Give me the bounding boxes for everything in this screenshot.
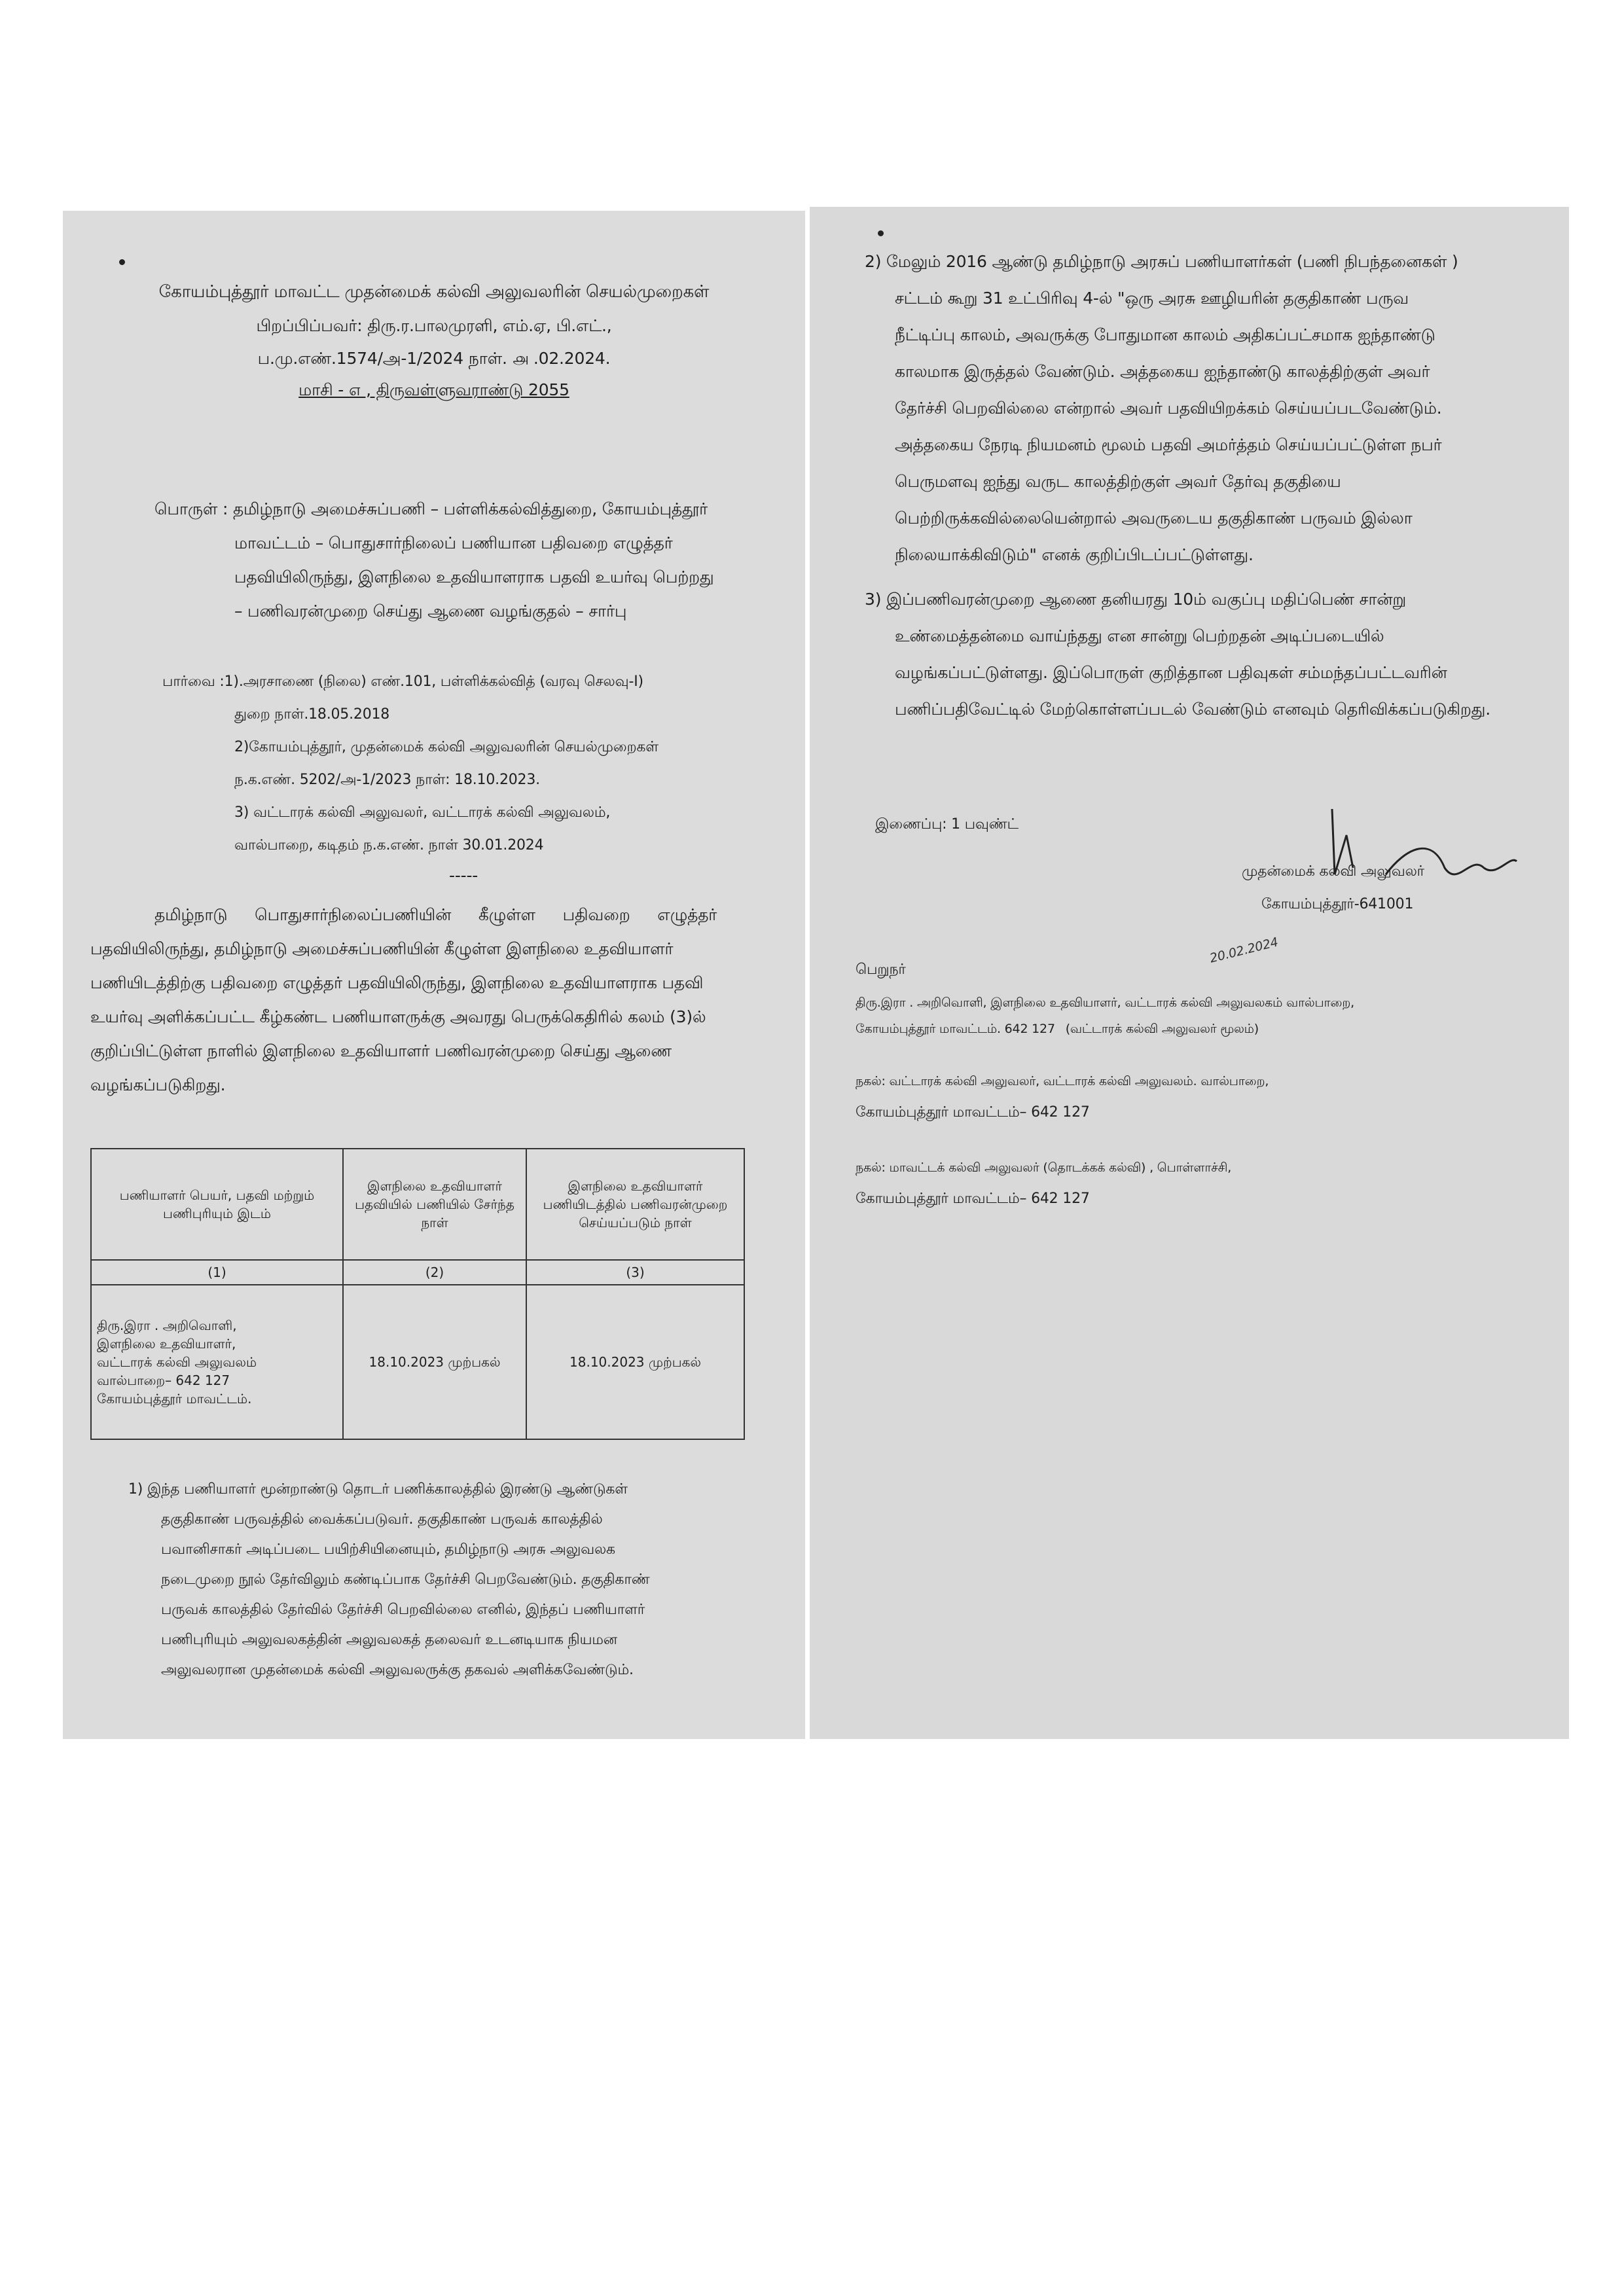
regularization-date-cell: 18.10.2023 முற்பகல் [526, 1285, 744, 1439]
recipient-via: (வட்டாரக் கல்வி அலுவலர் மூலம்) [1065, 1022, 1259, 1036]
condition-line: 3) இப்பணிவரன்முறை ஆணை தனியரது 10ம் வகுப்பு மதிப்பெண் சான்று [865, 590, 1407, 609]
signatory-title: முதன்மைக் கல்வி அலுவலர் [1242, 863, 1424, 880]
body-line: பணியிடத்திற்கு பதிவறை எழுத்தர் பதவியிலிருந்து, இளநிலை உதவியாளராக பதவி [90, 973, 704, 992]
condition-line: பருவக் காலத்தில் தேர்வில் தேர்ச்சி பெறவில்லை எனில், இந்தப் பணியாளர் [161, 1602, 645, 1618]
table-header: இளநிலை உதவியாளர் பணியிடத்தில் பணிவரன்முறை செய்யப்படும் நாள் [526, 1149, 744, 1260]
column-number: (2) [343, 1260, 526, 1285]
reference-line: பார்வை :1).அரசாணை (நிலை) எண்.101, பள்ளிக்கல்வித் (வரவு செலவு-I) [162, 673, 643, 690]
tamil-date: மாசி - ௭ , திருவள்ளுவராண்டு 2055 [298, 380, 569, 399]
body-line: உயர்வு அளிக்கப்பட்ட கீழ்கண்ட பணியாளருக்கு அவரது பெருக்கெதிரில் கலம் (3)ல் [90, 1007, 706, 1026]
condition-line: பணிப்பதிவேட்டில் மேற்கொள்ளப்படல் வேண்டும் எனவும் தெரிவிக்கப்படுகிறது. [895, 700, 1490, 719]
recipient-address: கோயம்புத்தூர் மாவட்டம். 642 127 [856, 1022, 1055, 1036]
subject-line: பதவியிலிருந்து, இளநிலை உதவியாளராக பதவி உயர்வு பெற்றது [234, 567, 714, 586]
condition-line: உண்மைத்தன்மை வாய்ந்தது என சான்று பெற்றதன் அடிப்படையில் [895, 626, 1384, 645]
recipient-label: பெறுநர் [856, 961, 906, 978]
employee-line: வால்பாறை– 642 127 [97, 1372, 230, 1388]
condition-line: வழங்கப்பட்டுள்ளது. இப்பொருள் குறித்தான பதிவுகள் சம்மந்தப்பட்டவரின் [895, 663, 1447, 682]
punch-mark [119, 259, 125, 265]
regularization-table [90, 1148, 745, 1440]
body-line: வழங்கப்படுகிறது. [90, 1075, 226, 1094]
table-header: இளநிலை உதவியாளர் பதவியில் பணியில் சேர்ந்த நாள் [343, 1149, 526, 1260]
reference-line: 2)கோயம்புத்தூர், முதன்மைக் கல்வி அலுவலரின் செயல்முறைகள் [234, 739, 659, 755]
copy-line: நகல்: வட்டாரக் கல்வி அலுவலர், வட்டாரக் கல்வி அலுவலம். வால்பாறை, [856, 1074, 1269, 1088]
condition-line: சட்டம் கூறு 31 உட்பிரிவு 4-ல் "ஒரு அரசு ஊழியரின் தகுதிகாண் பருவ [895, 289, 1409, 308]
condition-line: பெற்றிருக்கவில்லையென்றால் அவருடைய தகுதிகாண் பருவம் இல்லா [895, 509, 1413, 528]
employee-cell [91, 1285, 343, 1439]
condition-line: பணிபுரியும் அலுவலகத்தின் அலுவலகத் தலைவர் உடனடியாக நியமன [161, 1632, 617, 1648]
column-number: (1) [91, 1260, 343, 1285]
body-line: பதவியிலிருந்து, தமிழ்நாடு அமைச்சுப்பணியின் கீழுள்ள இளநிலை உதவியாளர் [90, 939, 674, 958]
employee-line: திரு.இரா . அறிவொளி, [97, 1318, 237, 1333]
subject-line: பொருள் : தமிழ்நாடு அமைச்சுப்பணி – பள்ளிக்கல்வித்துறை, கோயம்புத்தூர் [154, 499, 708, 518]
condition-line: காலமாக இருத்தல் வேண்டும். அத்தகைய ஐந்தாண்டு காலத்திற்குள் அவர் [895, 362, 1430, 381]
condition-line: அத்தகைய நேரடி நியமனம் மூலம் பதவி அமர்த்தம் செய்யப்பட்டுள்ள நபர் [895, 435, 1442, 454]
body-line: தமிழ்நாடு பொதுசார்நிலைப்பணியின் கீழுள்ள பதிவறை எழுத்தர் [154, 905, 717, 924]
employee-line: இளநிலை உதவியாளர், [97, 1336, 236, 1352]
employee-line: கோயம்புத்தூர் மாவட்டம். [97, 1391, 252, 1407]
reference-line: 3) வட்டாரக் கல்வி அலுவலர், வட்டாரக் கல்வி அலுவலம், [234, 804, 611, 821]
condition-line: அலுவலரான முதன்மைக் கல்வி அலுவலருக்கு தகவல் அளிக்கவேண்டும். [161, 1662, 634, 1678]
body-line: குறிப்பிட்டுள்ள நாளில் இளநிலை உதவியாளர் பணிவரன்முறை செய்து ஆணை [90, 1041, 672, 1060]
condition-line: பெருமளவு ஐந்து வருட காலத்திற்குள் அவர் தேர்வு தகுதியை [895, 472, 1341, 491]
enclosure: இணைப்பு: 1 பவுண்ட் [875, 816, 1019, 833]
employee-line: வட்டாரக் கல்வி அலுவலம் [97, 1354, 257, 1370]
copy-line: நகல்: மாவட்டக் கல்வி அலுவலர் (தொடக்கக் கல்வி) , பொள்ளாச்சி, [856, 1160, 1232, 1175]
reference-line: வால்பாறை, கடிதம் ந.க.எண். நாள் 30.01.2024 [234, 837, 544, 853]
issuer-line: பிறப்பிப்பவர்: திரு.ர.பாலமுரளி, எம்.ஏ, பி.எட்., [256, 316, 612, 335]
punch-mark [878, 230, 884, 236]
condition-line: நீட்டிப்பு காலம், அவருக்கு போதுமான காலம் அதிகப்பட்சமாக ஐந்தாண்டு [895, 325, 1435, 344]
separator: ----- [449, 866, 478, 885]
office-header: கோயம்புத்தூர் மாவட்ட முதன்மைக் கல்வி அலுவலரின் செயல்முறைகள் [158, 282, 710, 302]
copy-line: கோயம்புத்தூர் மாவட்டம்– 642 127 [856, 1191, 1090, 1207]
document-page-left [63, 211, 805, 1739]
condition-line: 2) மேலும் 2016 ஆண்டு தமிழ்நாடு அரசுப் பணியாளர்கள் (பணி நிபந்தனைகள் ) [865, 252, 1458, 271]
document-page-right [810, 207, 1569, 1739]
condition-line: தகுதிகாண் பருவத்தில் வைக்கப்படுவர். தகுதிகாண் பருவக் காலத்தில் [161, 1511, 603, 1528]
signatory-place: கோயம்புத்தூர்-641001 [1261, 896, 1414, 912]
recipient-line [856, 1018, 1259, 1039]
subject-line: மாவட்டம் – பொதுசார்நிலைப் பணியான பதிவறை எழுத்தர் [234, 533, 673, 552]
handwritten-date: 20.02.2024 [1208, 935, 1280, 966]
condition-line: நிலையாக்கிவிடும்" எனக் குறிப்பிடப்பட்டுள்ளது. [895, 545, 1254, 564]
copy-line: கோயம்புத்தூர் மாவட்டம்– 642 127 [856, 1104, 1090, 1121]
subject-line: – பணிவரன்முறை செய்து ஆணை வழங்குதல் – சார்பு [234, 601, 627, 620]
reference-line: துறை நாள்.18.05.2018 [234, 706, 390, 723]
recipient-line: திரு.இரா . அறிவொளி, இளநிலை உதவியாளர், வட்டாரக் கல்வி அலுவலகம் வால்பாறை, [856, 996, 1354, 1010]
joining-date-cell: 18.10.2023 முற்பகல் [343, 1285, 526, 1439]
condition-line: நடைமுறை நூல் தேர்விலும் கண்டிப்பாக தேர்ச்சி பெறவேண்டும். தகுதிகாண் [161, 1571, 650, 1588]
reference-line: ந.க.எண். 5202/அ-1/2023 நாள்: 18.10.2023. [234, 772, 540, 788]
condition-line: தேர்ச்சி பெறவில்லை என்றால் அவர் பதவியிறக்கம் செய்யப்படவேண்டும். [895, 399, 1442, 418]
condition-line: பவானிசாகர் அடிப்படை பயிற்சியினையும், தமிழ்நாடு அரசு அலுவலக [161, 1541, 615, 1558]
reference-number: ப.மு.எண்.1574/அ-1/2024 நாள். ௮ .02.2024. [257, 349, 611, 368]
condition-line: 1) இந்த பணியாளர் மூன்றாண்டு தொடர் பணிக்காலத்தில் இரண்டு ஆண்டுகள் [128, 1481, 628, 1498]
table-header: பணியாளர் பெயர், பதவி மற்றும் பணிபுரியும் இடம் [91, 1149, 343, 1260]
column-number: (3) [526, 1260, 744, 1285]
